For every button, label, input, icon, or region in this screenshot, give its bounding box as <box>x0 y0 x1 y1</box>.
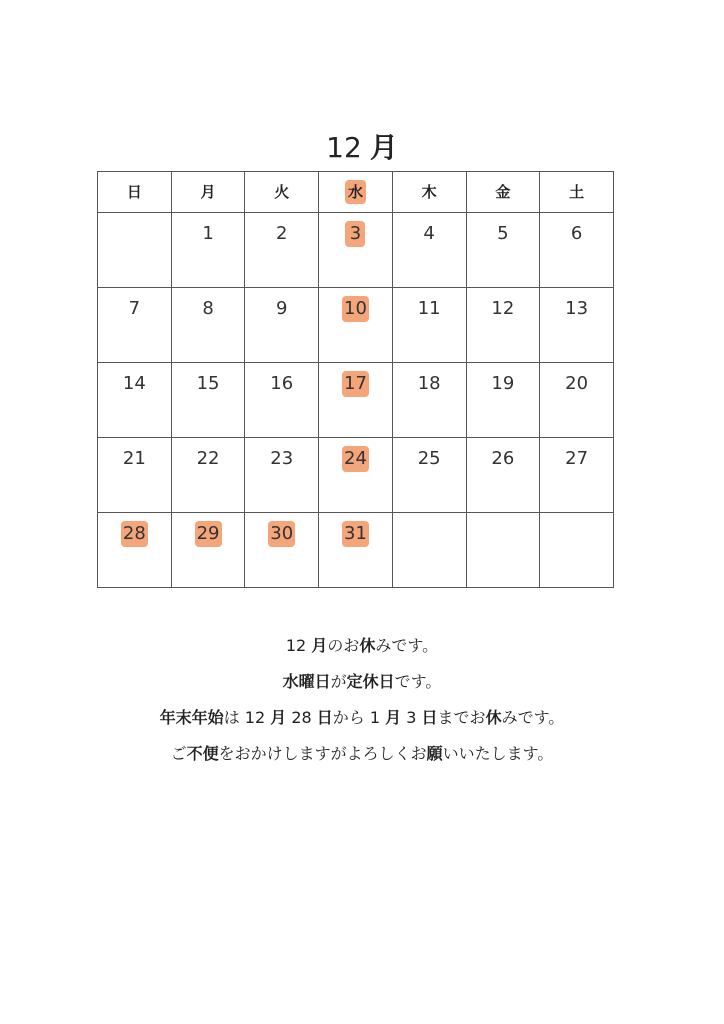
calendar-day-number: 23 <box>270 448 294 469</box>
calendar-day-number: 8 <box>202 298 214 319</box>
calendar-day-cell <box>98 363 172 438</box>
calendar-day-cell <box>98 438 172 513</box>
weekday-header-row <box>98 172 614 213</box>
calendar-day-number: 16 <box>270 373 294 394</box>
calendar-day-cell <box>466 213 540 288</box>
calendar-day-cell <box>319 363 393 438</box>
calendar-day-cell <box>171 513 245 588</box>
calendar-day-cell <box>319 213 393 288</box>
note-line-2: 水曜日が定休日です。 <box>282 672 442 691</box>
calendar-day-cell <box>392 213 466 288</box>
calendar-day-holiday: 17 <box>342 371 369 397</box>
calendar-day-number: 2 <box>276 223 288 244</box>
calendar-day-number: 7 <box>128 298 141 319</box>
calendar-day-number: 21 <box>122 448 146 469</box>
calendar-day-cell <box>245 363 319 438</box>
calendar-day-cell <box>392 288 466 363</box>
calendar-day-number: 1 <box>202 223 214 244</box>
calendar-day-cell <box>171 288 245 363</box>
calendar-day-cell <box>466 513 540 588</box>
calendar-day-number: 15 <box>196 373 220 394</box>
calendar-day-number: 12 <box>491 298 515 319</box>
calendar-day-holiday: 29 <box>195 521 222 547</box>
calendar-day-cell <box>245 513 319 588</box>
calendar-day-cell <box>245 438 319 513</box>
weekday-header: 日 <box>98 172 172 213</box>
calendar-week-row <box>98 363 614 438</box>
weekday-header: 月 <box>171 172 245 213</box>
note-line-3: 年末年始は 12 月 28 日から 1 月 3 日までお休みです。 <box>159 708 565 727</box>
weekday-header: 金 <box>466 172 540 213</box>
calendar-day-cell <box>540 513 614 588</box>
calendar-week-row <box>98 438 614 513</box>
calendar-grid <box>97 171 614 588</box>
calendar-day-holiday: 28 <box>121 521 148 547</box>
calendar-day-cell <box>319 513 393 588</box>
weekday-header: 火 <box>245 172 319 213</box>
calendar-day-holiday: 30 <box>268 521 295 547</box>
calendar-day-holiday: 3 <box>345 221 365 247</box>
calendar-day-number: 22 <box>196 448 220 469</box>
calendar-day-cell <box>319 288 393 363</box>
calendar-day-number: 18 <box>417 373 441 394</box>
calendar-day-cell <box>171 438 245 513</box>
calendar-day-cell <box>245 288 319 363</box>
calendar-day-number: 6 <box>570 223 583 244</box>
calendar-week-row <box>98 513 614 588</box>
calendar-day-cell <box>171 213 245 288</box>
calendar-day-cell <box>98 513 172 588</box>
calendar-day-number: 11 <box>417 298 441 319</box>
calendar-week-row <box>98 288 614 363</box>
calendar-day-cell <box>466 288 540 363</box>
calendar-day-number: 4 <box>423 223 435 244</box>
month-suffix: 月 <box>369 131 398 164</box>
calendar-day-cell <box>98 213 172 288</box>
calendar-day-cell <box>540 288 614 363</box>
calendar-day-cell <box>392 513 466 588</box>
calendar-title <box>0 128 724 168</box>
calendar-day-cell <box>245 213 319 288</box>
calendar-day-cell <box>540 363 614 438</box>
calendar-day-number: 25 <box>417 448 441 469</box>
calendar-day-number <box>419 525 439 529</box>
calendar-day-holiday: 24 <box>342 446 369 472</box>
weekday-header: 木 <box>392 172 466 213</box>
calendar-day-number: 27 <box>565 448 589 469</box>
calendar-day-cell <box>466 363 540 438</box>
calendar-week-row <box>98 213 614 288</box>
calendar-day-cell <box>392 363 466 438</box>
note-line-1: 12 月のお休みです。 <box>285 636 439 655</box>
calendar-day-number <box>493 525 513 529</box>
calendar-day-number <box>567 525 587 529</box>
calendar-day-cell <box>171 363 245 438</box>
calendar-day-holiday: 10 <box>342 296 369 322</box>
note-line-4: ご不便をおかけしますがよろしくお願いいたします。 <box>170 744 554 763</box>
calendar-day-number: 5 <box>497 223 509 244</box>
calendar-day-number: 19 <box>491 373 515 394</box>
calendar-day-cell <box>98 288 172 363</box>
calendar-day-holiday: 31 <box>342 521 369 547</box>
calendar-day-number: 9 <box>276 298 288 319</box>
calendar-day-number: 20 <box>565 373 589 394</box>
calendar-day-cell <box>319 438 393 513</box>
calendar-day-cell <box>540 213 614 288</box>
calendar-day-number: 14 <box>122 373 146 394</box>
calendar-day-cell <box>466 438 540 513</box>
month-number: 12 <box>326 131 362 164</box>
weekday-header: 土 <box>540 172 614 213</box>
weekday-header-highlighted: 水 <box>345 180 366 204</box>
holiday-notes <box>0 628 724 772</box>
calendar-day-number: 13 <box>565 298 589 319</box>
weekday-header <box>319 172 393 213</box>
calendar-day-number <box>124 225 144 229</box>
calendar-day-number: 26 <box>491 448 515 469</box>
calendar-day-cell <box>540 438 614 513</box>
calendar-day-cell <box>392 438 466 513</box>
